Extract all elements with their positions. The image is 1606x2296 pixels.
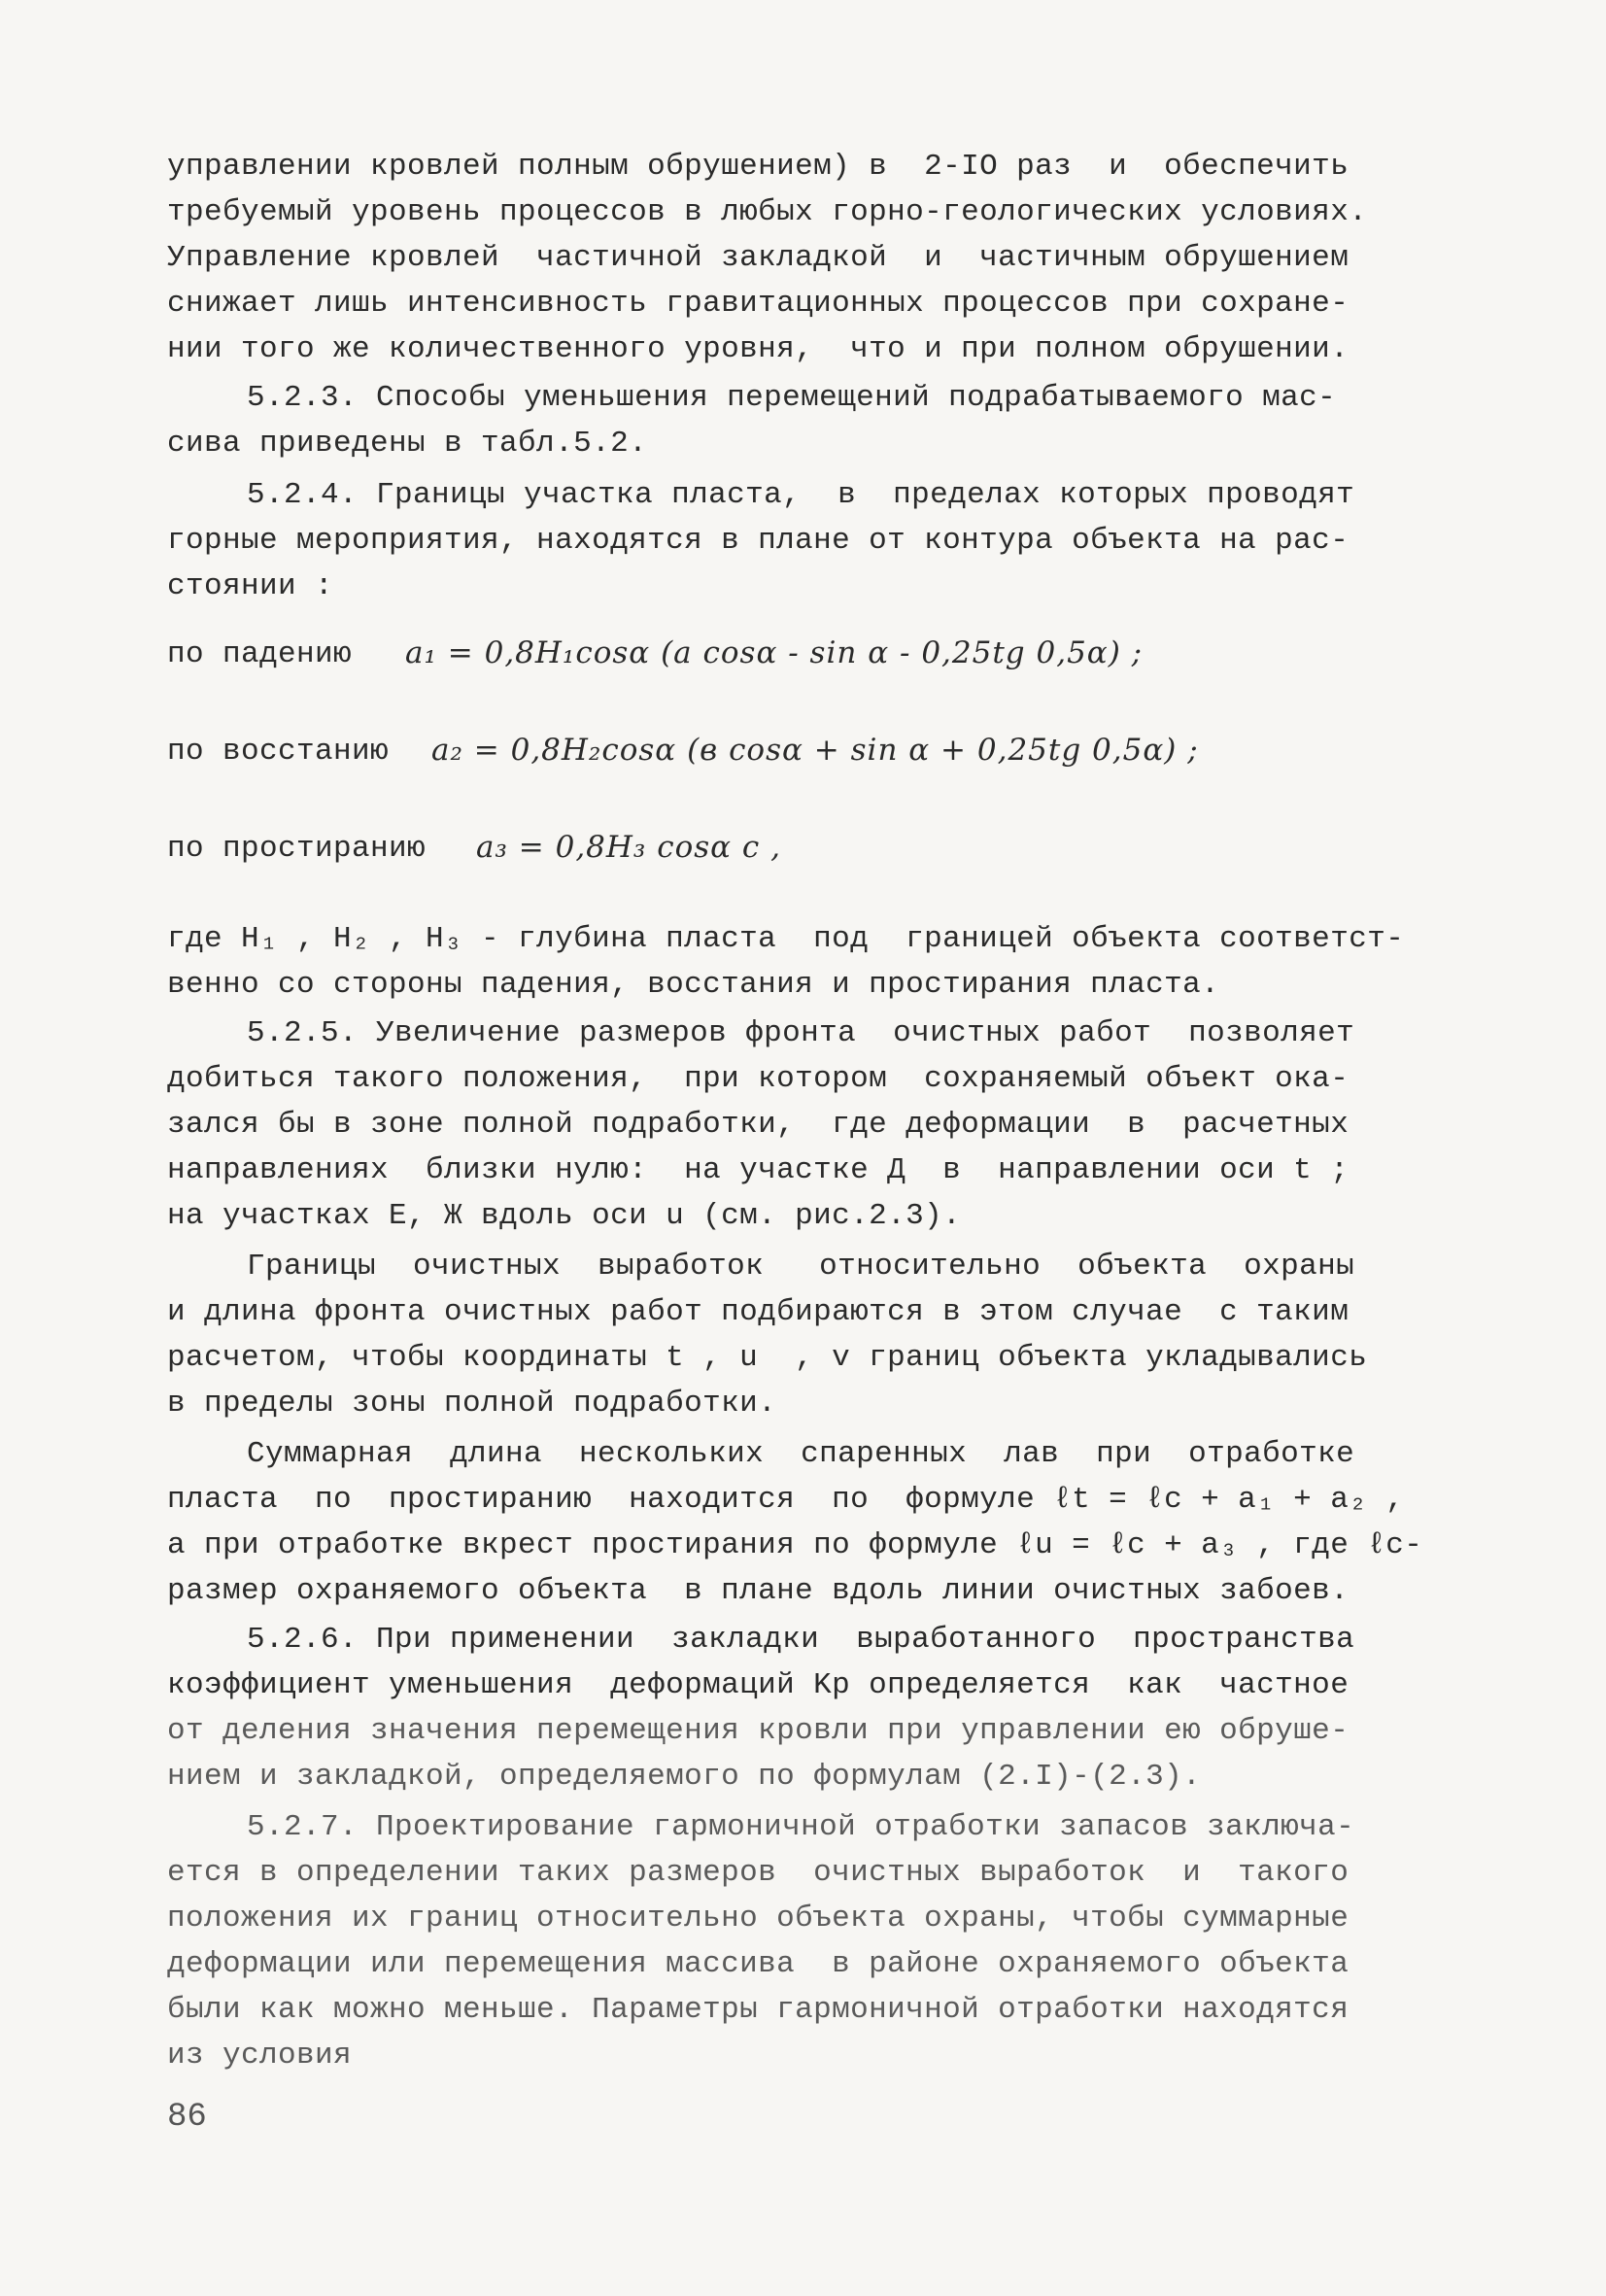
- formula-a3: a₃ = 0,8H₃ cosα c ,: [476, 830, 781, 865]
- formula-label: по восстанию: [167, 735, 390, 769]
- text-line: венно со стороны падения, восстания и простирания пласта.: [167, 968, 1220, 1002]
- formula-a1: a₁ = 0,8H₁cosα (a cosα - sin α - 0,25tg 0,5α) ;: [405, 635, 1144, 670]
- text-line: на участках Е, Ж вдоль оси u (см. рис.2.3).: [167, 1199, 962, 1233]
- text-line: где H₁ , H₂ , H₃ - глубина пласта под границей объекта соответст-: [167, 922, 1405, 956]
- text-line: 5.2.5. Увеличение размеров фронта очистных работ позволяет: [247, 1016, 1355, 1050]
- text-line: положения их границ относительно объекта охраны, чтобы суммарные: [167, 1902, 1350, 1936]
- formula-a2: a₂ = 0,8H₂cosα (в cosα + sin α + 0,25tg 0,5α) ;: [431, 733, 1199, 768]
- text-line: а при отработке вкрест простирания по формуле ℓu = ℓc + a₃ , где ℓc-: [167, 1528, 1423, 1562]
- text-line: горные мероприятия, находятся в плане от контура объекта на рас-: [167, 524, 1350, 558]
- text-line: 5.2.4. Границы участка пласта, в пределах которых проводят: [247, 478, 1355, 512]
- formula-label: по падению: [167, 637, 353, 671]
- text-line: 5.2.7. Проектирование гармоничной отработки запасов заключа-: [247, 1810, 1355, 1844]
- text-line: снижает лишь интенсивность гравитационных процессов при сохране-: [167, 287, 1350, 321]
- text-line: пласта по простиранию находится по формуле ℓt = ℓc + a₁ + a₂ ,: [167, 1483, 1405, 1517]
- text-line: ется в определении таких размеров очистных выработок и такого: [167, 1856, 1350, 1890]
- text-line: сива приведены в табл.5.2.: [167, 427, 648, 461]
- text-line: направлениях близки нулю: на участке Д в направлении оси t ;: [167, 1153, 1350, 1187]
- text-line: 5.2.6. При применении закладки выработанного пространства: [247, 1623, 1355, 1657]
- text-line: стоянии :: [167, 569, 334, 603]
- text-line: нием и закладкой, определяемого по формулам (2.I)-(2.3).: [167, 1760, 1202, 1794]
- text-line: требуемый уровень процессов в любых горно-геологических условиях.: [167, 195, 1368, 229]
- text-line: расчетом, чтобы координаты t , u , v границ объекта укладывались: [167, 1341, 1368, 1375]
- text-line: Границы очистных выработок относительно объекта охраны: [247, 1250, 1355, 1284]
- text-line: Управление кровлей частичной закладкой и частичным обрушением: [167, 241, 1350, 275]
- text-line: и длина фронта очистных работ подбираются в этом случае с таким: [167, 1295, 1350, 1329]
- text-line: коэффициент уменьшения деформаций Kp определяется как частное: [167, 1668, 1350, 1702]
- text-line: нии того же количественного уровня, что и при полном обрушении.: [167, 332, 1350, 366]
- text-line: Суммарная длина нескольких спаренных лав при отработке: [247, 1437, 1355, 1471]
- text-line: зался бы в зоне полной подработки, где деформации в расчетных: [167, 1108, 1350, 1142]
- text-line: деформации или перемещения массива в районе охраняемого объекта: [167, 1947, 1350, 1981]
- text-line: добиться такого положения, при котором сохраняемый объект ока-: [167, 1062, 1350, 1096]
- text-line: в пределы зоны полной подработки.: [167, 1387, 777, 1421]
- text-line: из условия: [167, 2039, 353, 2073]
- text-line: управлении кровлей полным обрушением) в 2-IO раз и обеспечить: [167, 150, 1350, 184]
- page-number: 86: [167, 2099, 207, 2136]
- text-line: от деления значения перемещения кровли при управлении ею обруше-: [167, 1714, 1350, 1748]
- text-line: были как можно меньше. Параметры гармоничной отработки находятся: [167, 1993, 1350, 2027]
- text-line: 5.2.3. Способы уменьшения перемещений подрабатываемого мас-: [247, 381, 1337, 415]
- formula-label: по простиранию: [167, 832, 427, 866]
- text-line: размер охраняемого объекта в плане вдоль линии очистных забоев.: [167, 1574, 1350, 1608]
